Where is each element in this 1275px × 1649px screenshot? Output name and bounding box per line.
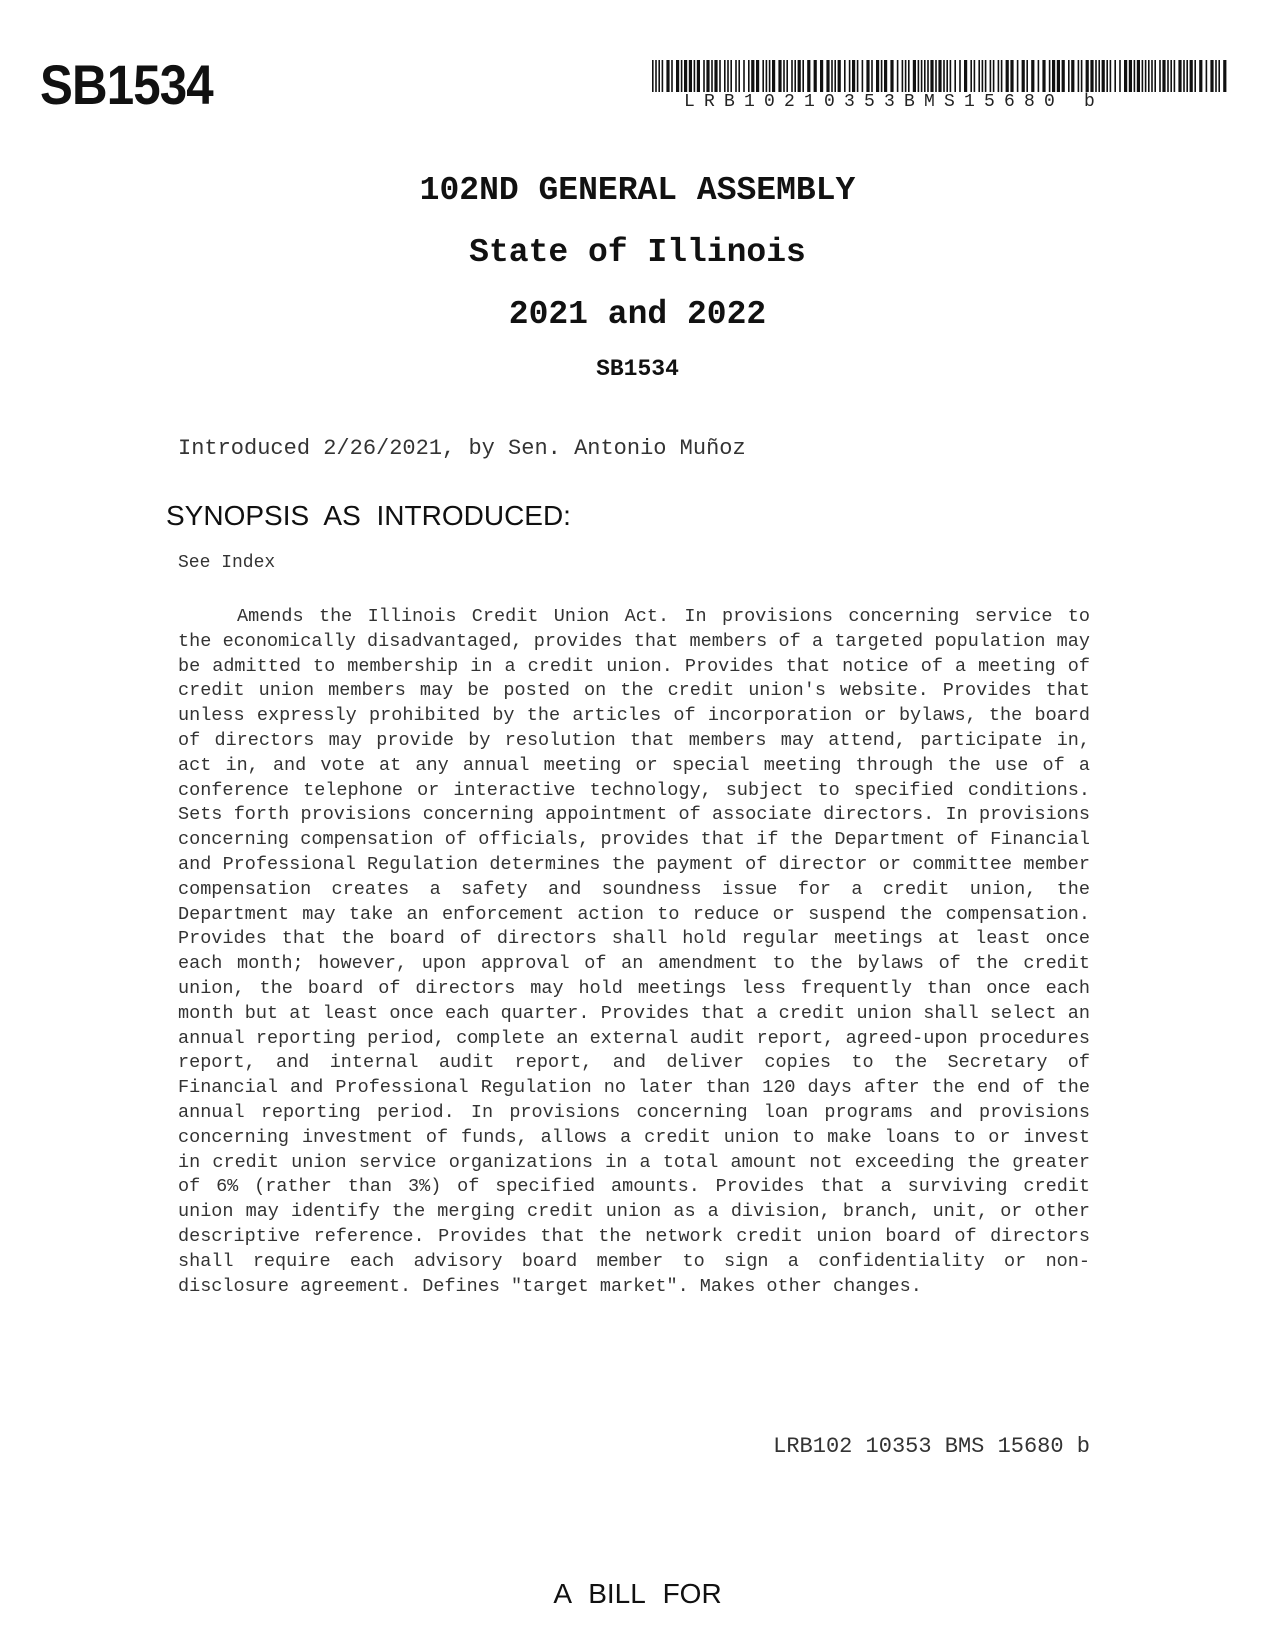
lrb-reference: LRB102 10353 BMS 15680 b [773, 1434, 1090, 1459]
introduced-line: Introduced 2/26/2021, by Sen. Antonio Muñoz [178, 436, 746, 461]
barcode-bars [652, 60, 1227, 92]
session-years-heading: 2021 and 2022 [508, 296, 767, 333]
barcode [652, 60, 1227, 112]
see-index-note: See Index [178, 553, 276, 573]
barcode-label: LRB10210353BMS15680 b [684, 92, 1105, 112]
bill-number-heading: SB1534 [596, 356, 679, 382]
bill-number: SB1534 [40, 53, 213, 116]
assembly-heading: 102ND GENERAL ASSEMBLY [419, 172, 856, 209]
bill-for-heading: A BILL FOR [553, 1578, 722, 1609]
synopsis-heading: SYNOPSIS AS INTRODUCED: [166, 500, 571, 531]
synopsis-body: Amends the Illinois Credit Union Act. In provisions concerning service to the economically disadvantaged, provides that members of a targeted population may be admitted to membership in a credit union. Provides that notice of a meeting of credit union members may be posted on the credit union's website. Provides that unless expressly prohibited by the articles of incorporation or bylaws, the board of directors may provide by resolution that members may attend, participate in, act in, and vote at any annual meeting or special meeting through the use of a conference telephone or interactive technology, subject to specified conditions. Sets forth provisions concerning appointment of associate directors. In provisions concerning compensation of officials, provides that if the Department of Financial and Professional Regulation determines the payment of director or committee member compensation creates a safety and soundness issue for a credit union, the Department may take an enforcement action to reduce or suspend the compensation. Provides that the board of directors shall hold regular meetings at least once each month; however, upon approval of an amendment to the bylaws of the credit union, the board of directors may hold meetings less frequently than once each month but at least once each quarter. Provides that a credit union shall select an annual reporting period, complete an external audit report, agreed-upon procedures report, and internal audit report, and deliver copies to the Secretary of Financial and Professional Regulation no later than 120 days after the end of the annual reporting period. In provisions concerning loan programs and provisions concerning investment of funds, allows a credit union to make loans to or invest in credit union service organizations in a total amount not exceeding the greater of 6% (rather than 3%) of specified amounts. Provides that a surviving credit union may identify the merging credit union as a division, branch, unit, or other descriptive reference. Provides that the network credit union board of directors shall require each advisory board member to sign a confidentiality or non-disclosure agreement. Defines "target market". Makes other changes. [178, 606, 1090, 1297]
state-heading: State of Illinois [469, 234, 806, 271]
